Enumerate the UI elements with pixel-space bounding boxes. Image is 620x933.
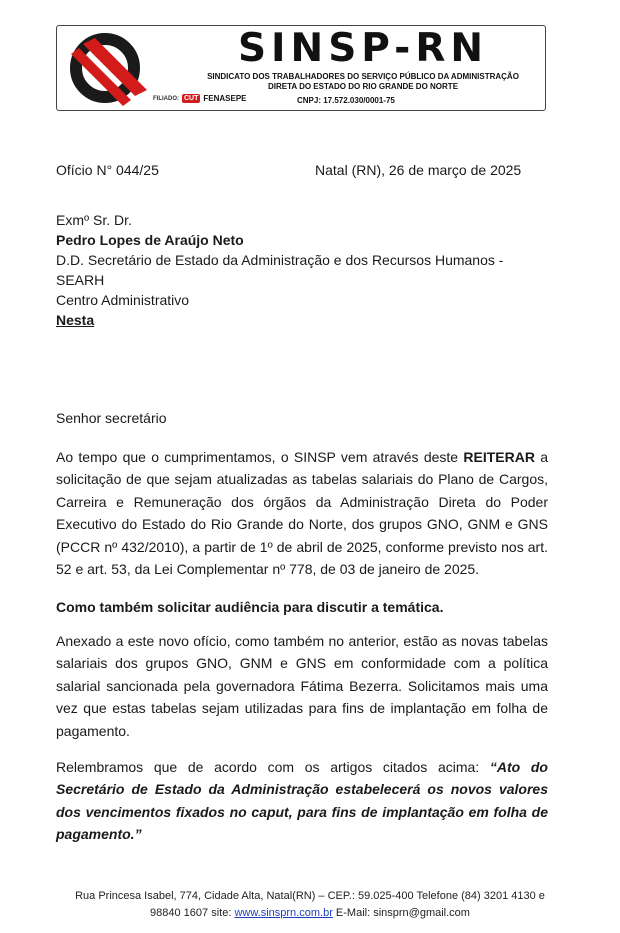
paragraph-1 — [56, 446, 548, 580]
org-full-line2: DIRETA DO ESTADO DO RIO GRANDE DO NORTE — [267, 82, 459, 91]
letterhead — [56, 25, 546, 111]
footer-phone: 98840 1607 site: — [150, 907, 235, 919]
legal-quote: “Ato do Secretário de Estado da Administração estabelecerá os novos valores dos vencimentos fixados no caput, para fins de implantação em folha de pagamento.” — [56, 759, 548, 843]
paragraph-2: Como também solicitar audiência para discutir a temática. — [56, 599, 444, 615]
recipient-salutation: Exmº Sr. Dr. — [56, 212, 132, 228]
paragraph-1-start: Ao tempo que o cumprimentamos, o SINSP vem através deste — [56, 449, 464, 465]
reiterar-emphasis: REITERAR — [463, 449, 535, 465]
fenasepe-label: FENASEPE — [203, 94, 247, 103]
oficio-number: Ofício N° 044/25 — [56, 162, 159, 178]
footer-contact — [40, 905, 580, 922]
recipient-title-line1: D.D. Secretário de Estado da Administração e dos Recursos Humanos - — [56, 252, 504, 268]
paragraph-3: Anexado a este novo ofício, como também no anterior, estão as novas tabelas salariais dos grupos GNO, GNM e GNS em conformidade com a política salarial sancionada pela governadora Fátima Bezerra. Solicitamos mais uma vez que estas tabelas sejam utilizadas para fins de implantação em folha de pagamento. — [56, 633, 548, 739]
paragraph-4-start: Relembramos que de acordo com os artigos citados acima: — [56, 759, 490, 775]
footer-email: E-Mail: sinsprn@gmail.com — [332, 907, 470, 919]
recipient-title-line2: SEARH — [56, 272, 105, 288]
org-full-line1: SINDICATO DOS TRABALHADORES DO SERVIÇO PÚBLICO DA ADMINISTRAÇÃO — [207, 72, 519, 81]
footer — [40, 888, 580, 922]
affiliation — [153, 94, 247, 103]
cut-badge: CUT — [184, 95, 199, 102]
greeting: Senhor secretário — [56, 410, 167, 426]
affiliation-prefix: FILIADO: — [153, 95, 179, 102]
org-name: SINSP-RN — [237, 26, 489, 71]
recipient-location: Centro Administrativo — [56, 292, 190, 308]
cnpj: CNPJ: 17.572.030/0001-75 — [297, 96, 395, 105]
recipient-block — [56, 210, 548, 330]
recipient-name: Pedro Lopes de Araújo Neto — [56, 232, 244, 248]
paragraph-1-rest: a solicitação de que sejam atualizadas as tabelas salariais do Plano de Cargos, Carreira e Remuneração dos órgãos da Administração Direta do Poder Executivo do Estado do Rio Grande do Norte, dos grupos GNO, GNM e GNS (PCCR nº 432/2010), a partir de 1º de abril de 2025, conforme previsto nos art. 52 e art. 53, da Lei Complementar nº 778, de 03 de janeiro de 2025. — [56, 449, 549, 578]
site-link[interactable]: www.sinsprn.com.br — [234, 907, 333, 919]
letter-date: Natal (RN), 26 de março de 2025 — [315, 162, 522, 178]
footer-address: Rua Princesa Isabel, 774, Cidade Alta, Natal(RN) – CEP.: 59.025-400 Telefone (84) 3201 4130 e — [75, 890, 545, 902]
org-full-name — [185, 72, 541, 92]
paragraph-4 — [56, 756, 548, 846]
recipient-nesta: Nesta — [56, 312, 95, 328]
